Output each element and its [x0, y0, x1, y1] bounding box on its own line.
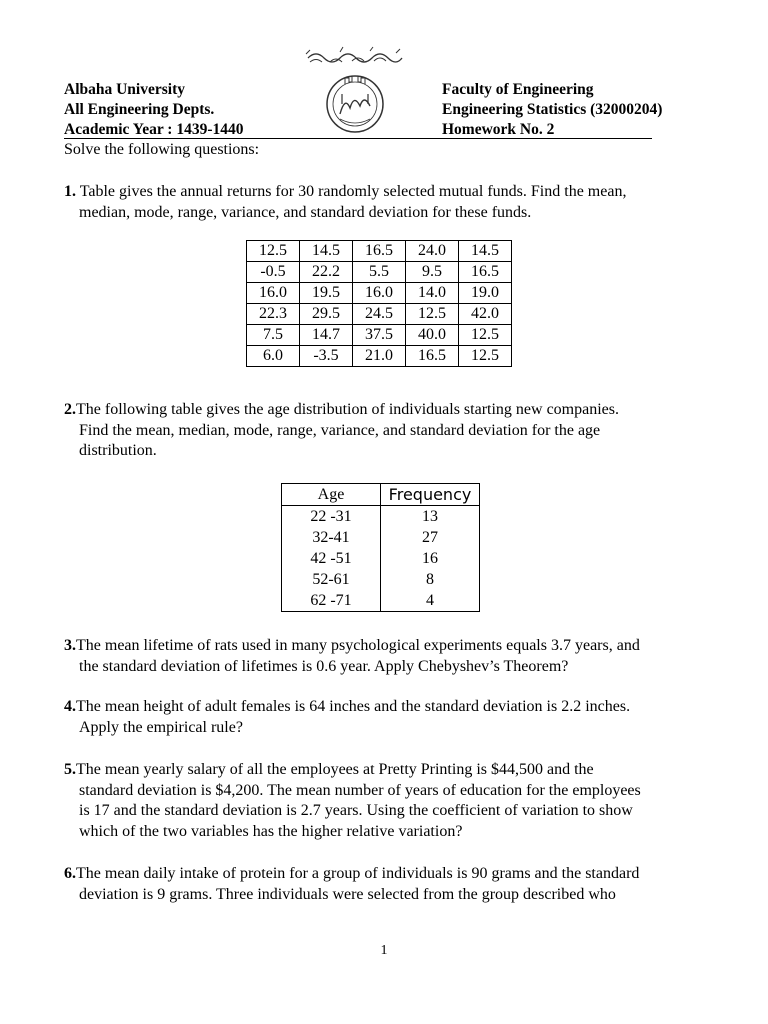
table-cell: 22.2	[300, 262, 353, 283]
faculty-name: Faculty of Engineering	[442, 81, 594, 98]
table-cell: 22 -31	[282, 506, 381, 528]
course-name: Engineering Statistics (32000204)	[442, 101, 663, 118]
table-cell: 4	[426, 592, 434, 609]
table-row	[282, 548, 480, 569]
question-text: The following table gives the age distribution of individuals starting new companies.	[76, 401, 619, 418]
page-number: 1	[380, 943, 388, 958]
question-text: median, mode, range, variance, and standard deviation for these funds.	[79, 203, 532, 221]
column-header-age: Age	[282, 484, 381, 506]
table-cell: -3.5	[300, 346, 353, 367]
table-cell: 14.7	[300, 325, 353, 346]
table-cell: 13	[422, 508, 438, 525]
table-cell: 14.5	[300, 241, 353, 262]
question-text: The mean yearly salary of all the employees at Pretty Printing is $44,500 and the	[76, 761, 594, 778]
table-cell: 14.5	[459, 241, 512, 262]
table-cell: 8	[426, 571, 434, 588]
table-cell: 16.5	[353, 241, 406, 262]
question-text: is 17 and the standard deviation is 2.7 years. Using the coefficient of variation to show	[79, 802, 633, 819]
question-4	[64, 697, 704, 738]
question-5	[64, 760, 704, 842]
table-cell: 7.5	[247, 325, 300, 346]
question-6	[64, 864, 704, 905]
question-2	[64, 400, 704, 462]
table-cell: 32-41	[282, 527, 381, 548]
table-row	[282, 527, 480, 548]
table-cell: 24.0	[406, 241, 459, 262]
table-row	[247, 346, 512, 367]
table-cell: -0.5	[247, 262, 300, 283]
table-cell: 16.5	[459, 262, 512, 283]
table-cell: 12.5	[459, 346, 512, 367]
table-cell: 62 -71	[282, 590, 381, 612]
question-text: The mean daily intake of protein for a group of individuals is 90 grams and the standard	[76, 865, 640, 882]
table-cell: 42.0	[459, 304, 512, 325]
table-row	[247, 304, 512, 325]
table-cell: 22.3	[247, 304, 300, 325]
table-cell: 52-61	[282, 569, 381, 590]
table-row	[282, 569, 480, 590]
returns-table	[246, 240, 512, 367]
table-row	[247, 262, 512, 283]
table-row	[247, 325, 512, 346]
table-cell: 16.0	[247, 283, 300, 304]
question-text: the standard deviation of lifetimes is 0.6 year. Apply Chebyshev’s Theorem?	[79, 657, 569, 675]
table-cell: 27	[422, 529, 438, 546]
table-row	[247, 241, 512, 262]
table-cell: 21.0	[353, 346, 406, 367]
table-row	[247, 283, 512, 304]
table-cell: 14.0	[406, 283, 459, 304]
table-cell: 12.5	[247, 241, 300, 262]
question-number: 1.	[64, 183, 76, 200]
question-number: 5.	[64, 761, 76, 778]
question-number: 3.	[64, 637, 76, 654]
table-cell: 6.0	[247, 346, 300, 367]
question-number: 2.	[64, 401, 76, 418]
departments: All Engineering Depts.	[64, 101, 215, 118]
age-frequency-table	[281, 483, 480, 612]
table-cell: 16	[422, 550, 438, 567]
table-cell: 16.5	[406, 346, 459, 367]
question-1	[64, 182, 704, 223]
question-number: 4.	[64, 698, 76, 715]
question-text: standard deviation is $4,200. The mean number of years of education for the employees	[79, 781, 641, 799]
column-header-frequency: Frequency	[381, 484, 480, 506]
table-header-row	[282, 484, 480, 506]
table-cell: 5.5	[353, 262, 406, 283]
table-cell: 9.5	[406, 262, 459, 283]
question-text: The mean lifetime of rats used in many psychological experiments equals 3.7 years, and	[76, 637, 640, 654]
question-text: distribution.	[79, 442, 157, 459]
question-text: Table gives the annual returns for 30 randomly selected mutual funds. Find the mean,	[76, 183, 627, 200]
homework-number: Homework No. 2	[442, 121, 555, 138]
question-text: which of the two variables has the higher relative variation?	[79, 822, 463, 840]
table-cell: 40.0	[406, 325, 459, 346]
table-row	[282, 590, 480, 612]
question-text: The mean height of adult females is 64 inches and the standard deviation is 2.2 inches.	[76, 698, 631, 715]
table-cell: 19.0	[459, 283, 512, 304]
table-cell: 42 -51	[282, 548, 381, 569]
question-number: 6.	[64, 865, 76, 882]
header-right	[442, 80, 712, 140]
question-3	[64, 636, 704, 677]
header-underline	[64, 138, 652, 139]
table-row	[282, 506, 480, 528]
table-cell: 24.5	[353, 304, 406, 325]
question-text: Apply the empirical rule?	[79, 718, 243, 736]
university-name: Albaha University	[64, 81, 185, 98]
table-cell: 12.5	[406, 304, 459, 325]
table-cell: 29.5	[300, 304, 353, 325]
table-cell: 37.5	[353, 325, 406, 346]
instructions: Solve the following questions:	[64, 141, 260, 158]
table-cell: 16.0	[353, 283, 406, 304]
question-text: deviation is 9 grams. Three individuals were selected from the group described who	[79, 885, 616, 903]
table-cell: 12.5	[459, 325, 512, 346]
header-left	[64, 80, 334, 140]
academic-year: Academic Year : 1439-1440	[64, 121, 244, 138]
question-text: Find the mean, median, mode, range, variance, and standard deviation for the age	[79, 421, 601, 439]
table-cell: 19.5	[300, 283, 353, 304]
